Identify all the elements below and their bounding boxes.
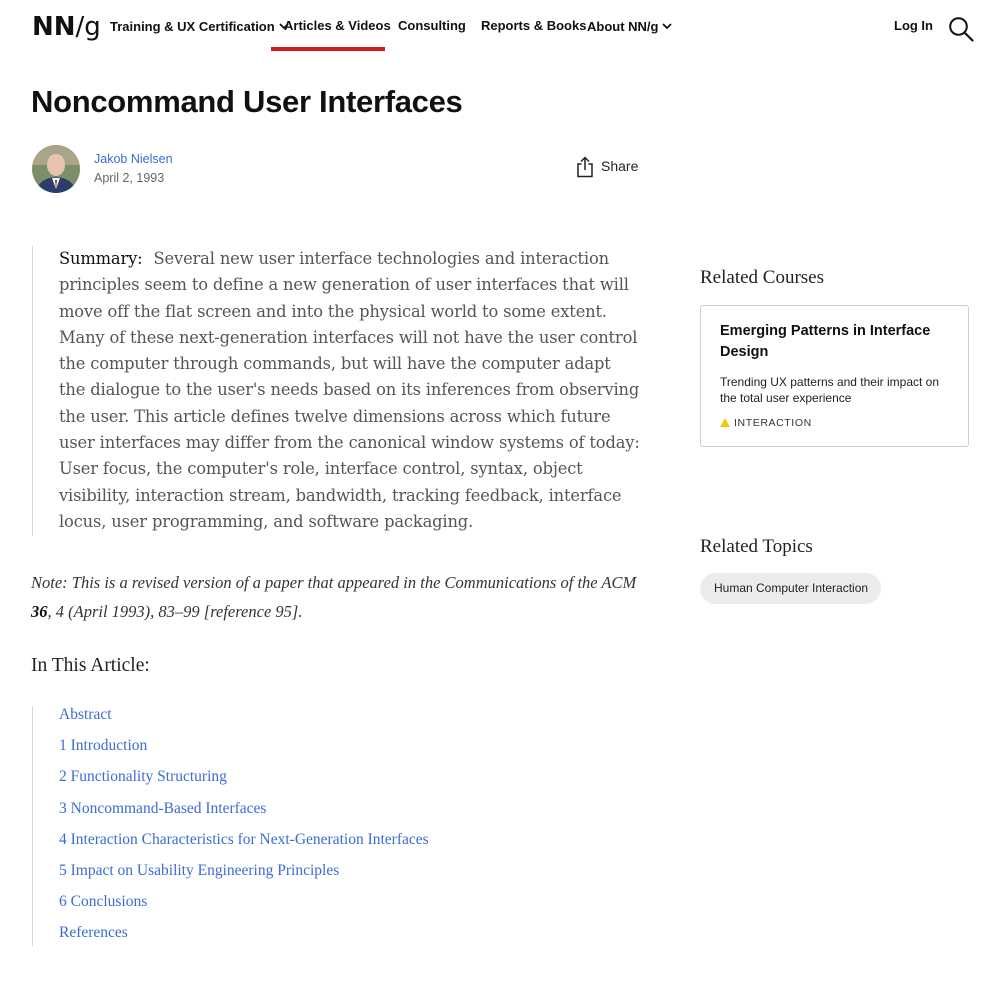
table-of-contents bbox=[32, 706, 533, 946]
toc-link-conclusions[interactable]: 6 Conclusions bbox=[59, 893, 148, 910]
toc-item bbox=[59, 800, 266, 818]
nav-consulting[interactable] bbox=[398, 18, 466, 33]
nav-training[interactable] bbox=[110, 18, 289, 34]
toc-link-introduction[interactable]: 1 Introduction bbox=[59, 737, 148, 754]
nav-articles-label: Articles & Videos bbox=[284, 18, 391, 33]
topic-pill-hci[interactable] bbox=[700, 573, 881, 604]
toc-heading: In This Article: bbox=[31, 655, 150, 676]
nav-reports-label: Reports & Books bbox=[481, 18, 587, 33]
toc-link-functionality[interactable]: 2 Functionality Structuring bbox=[59, 768, 227, 785]
toc-item bbox=[59, 862, 339, 880]
article-summary bbox=[32, 246, 639, 536]
nav-articles-videos[interactable] bbox=[284, 18, 391, 33]
course-tag-label: INTERACTION bbox=[734, 417, 812, 429]
nav-about[interactable] bbox=[587, 18, 672, 34]
toc-link-abstract[interactable]: Abstract bbox=[59, 706, 112, 723]
logo-slash: / bbox=[75, 12, 85, 42]
logo-g: g bbox=[84, 12, 101, 42]
publish-date: April 2, 1993 bbox=[94, 171, 165, 185]
nav-reports-books[interactable] bbox=[481, 18, 586, 33]
logo-nn: NN bbox=[32, 12, 76, 42]
toc-item bbox=[59, 706, 112, 724]
nav-active-indicator bbox=[271, 47, 385, 51]
toc-link-noncommand[interactable]: 3 Noncommand-Based Interfaces bbox=[59, 800, 267, 817]
toc-item bbox=[59, 893, 147, 911]
nav-about-label: About NN/g bbox=[587, 19, 659, 34]
course-card[interactable] bbox=[700, 305, 969, 447]
topic-pill-label: Human Computer Interaction bbox=[714, 581, 869, 595]
author-link[interactable]: Jakob Nielsen bbox=[94, 152, 173, 166]
related-courses-heading: Related Courses bbox=[700, 267, 825, 288]
summary-text: Several new user interface technologies and interaction principles seem to define a new generation of user interfaces that will move off the flat screen and into the physical world to some extent. Many of these next-generation interfaces will not have the user control the computer through commands, but will have the computer adapt the dialogue to the user's needs based on its inferences from observing the user. This article defines twelve dimensions across which future user interfaces may differ from the canonical window systems of today: User focus, the computer's role, interface control, syntax, object visibility, interaction stream, bandwidth, tracking feedback, interface locus, user programming, and software packaging. bbox=[59, 249, 640, 531]
toc-item bbox=[59, 831, 429, 849]
note-volume: 36 bbox=[31, 602, 48, 621]
share-icon bbox=[576, 156, 594, 178]
toc-item bbox=[59, 737, 147, 755]
nav-training-label: Training & UX Certification bbox=[110, 19, 275, 34]
author-avatar[interactable] bbox=[32, 145, 80, 193]
course-title: Emerging Patterns in Interface Design bbox=[720, 323, 931, 360]
share-label: Share bbox=[601, 158, 639, 174]
toc-link-impact[interactable]: 5 Impact on Usability Engineering Principles bbox=[59, 862, 340, 879]
summary-label: Summary: bbox=[59, 249, 143, 268]
toc-item bbox=[59, 924, 128, 942]
related-topics-heading: Related Topics bbox=[700, 536, 813, 557]
triangle-icon bbox=[720, 418, 730, 427]
site-header bbox=[0, 0, 1000, 54]
revision-note bbox=[31, 568, 643, 626]
chevron-down-icon bbox=[662, 18, 672, 33]
summary-paragraph bbox=[59, 246, 641, 535]
search-icon[interactable] bbox=[948, 16, 974, 42]
course-description: Trending UX patterns and their impact on the total user experience bbox=[720, 375, 940, 405]
note-before: Note: This is a revised version of a paper that appeared in the Communications of the ACM bbox=[31, 573, 637, 592]
note-after: , 4 (April 1993), 83–99 [reference 95]. bbox=[47, 602, 303, 621]
toc-item bbox=[59, 768, 227, 786]
toc-link-references[interactable]: References bbox=[59, 924, 128, 941]
login-link[interactable]: Log In bbox=[894, 18, 933, 33]
nav-consulting-label: Consulting bbox=[398, 18, 466, 33]
page-title: Noncommand User Interfaces bbox=[31, 84, 463, 119]
toc-link-interaction[interactable]: 4 Interaction Characteristics for Next-Generation Interfaces bbox=[59, 831, 429, 848]
nng-logo[interactable] bbox=[32, 12, 101, 42]
